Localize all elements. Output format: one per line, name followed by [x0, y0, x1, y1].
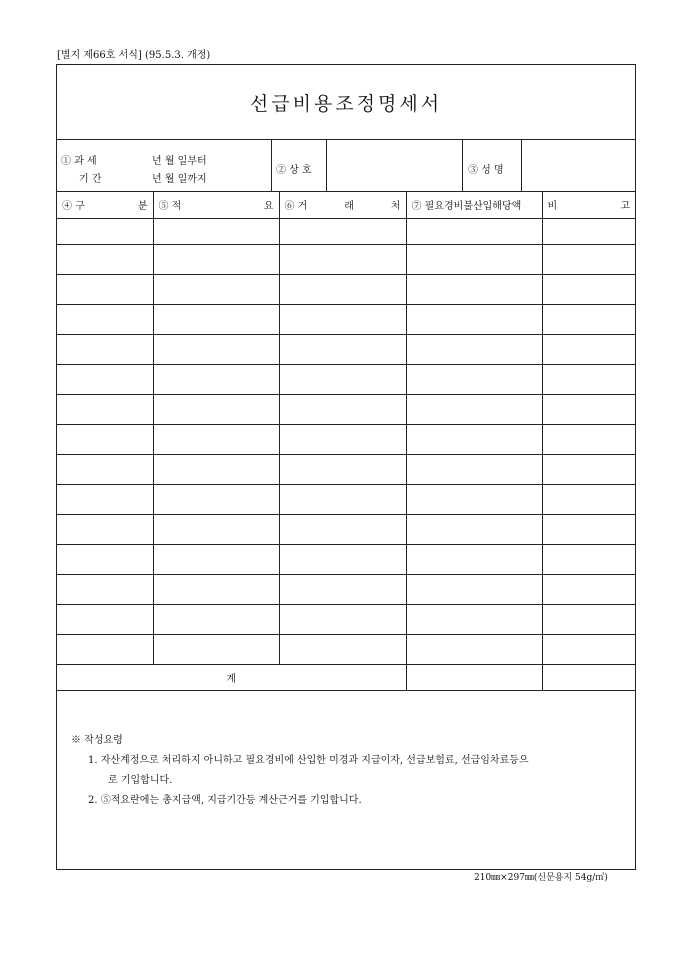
col-remarks: 비 고	[542, 192, 635, 218]
col-summary: ⑤ 적 요	[153, 192, 279, 218]
table-cell[interactable]	[57, 218, 153, 244]
table-cell[interactable]	[57, 334, 153, 364]
table-cell[interactable]	[57, 514, 153, 544]
table-cell[interactable]	[542, 544, 635, 574]
table-cell[interactable]	[542, 274, 635, 304]
table-row	[57, 574, 635, 604]
period-label-2: 기 간	[79, 174, 102, 185]
table-cell[interactable]	[153, 304, 279, 334]
table-cell[interactable]	[153, 634, 279, 664]
note-item-1: 1. 자산계정으로 처리하지 아니하고 필요경비에 산입한 미경과 지급이자, 선급보험료, 선급임차료등으	[88, 755, 529, 766]
table-cell[interactable]	[279, 394, 406, 424]
form-frame	[56, 64, 636, 870]
table-cell[interactable]	[542, 304, 635, 334]
table-cell[interactable]	[406, 514, 542, 544]
table-cell[interactable]	[542, 244, 635, 274]
period-label-1: ① 과 세	[61, 156, 97, 167]
table-cell[interactable]	[406, 364, 542, 394]
table-cell[interactable]	[279, 574, 406, 604]
table-cell[interactable]	[153, 218, 279, 244]
table-cell[interactable]	[406, 424, 542, 454]
table-cell[interactable]	[57, 304, 153, 334]
table-cell[interactable]	[279, 604, 406, 634]
table-row	[57, 304, 635, 334]
total-label: 계	[57, 664, 406, 690]
table-cell[interactable]	[542, 334, 635, 364]
table-cell[interactable]	[153, 574, 279, 604]
table-cell[interactable]	[279, 544, 406, 574]
table-cell[interactable]	[542, 604, 635, 634]
table-cell[interactable]	[542, 364, 635, 394]
table-cell[interactable]	[406, 574, 542, 604]
table-cell[interactable]	[279, 634, 406, 664]
table-row	[57, 484, 635, 514]
table-cell[interactable]	[57, 424, 153, 454]
table-row	[57, 544, 635, 574]
table-cell[interactable]	[57, 544, 153, 574]
table-cell[interactable]	[153, 274, 279, 304]
table-row	[57, 454, 635, 484]
table-cell[interactable]	[279, 364, 406, 394]
table-cell[interactable]	[279, 244, 406, 274]
table-cell[interactable]	[57, 634, 153, 664]
table-row	[57, 424, 635, 454]
table-cell[interactable]	[406, 634, 542, 664]
table-cell[interactable]	[406, 218, 542, 244]
note-item-1-cont: 로 기입합니다.	[108, 775, 173, 786]
table-row	[57, 394, 635, 424]
table-row	[57, 634, 635, 664]
table-cell[interactable]	[153, 604, 279, 634]
table-cell[interactable]	[542, 424, 635, 454]
table-cell[interactable]	[542, 394, 635, 424]
name-label: ③ 성 명	[468, 165, 504, 176]
table-cell[interactable]	[153, 244, 279, 274]
table-cell[interactable]	[406, 334, 542, 364]
table-cell[interactable]	[57, 364, 153, 394]
table-cell[interactable]	[406, 304, 542, 334]
col-amount: ⑦ 필요경비불산입해당액	[406, 192, 542, 218]
table-cell[interactable]	[542, 218, 635, 244]
total-row	[57, 664, 635, 690]
paper-spec: 210㎜×297㎜(신문용지 54g/㎡)	[474, 873, 608, 883]
table-cell[interactable]	[279, 454, 406, 484]
form-caption: [별지 제66호 서식] (95.5.3. 개정)	[57, 50, 211, 61]
table-cell[interactable]	[279, 218, 406, 244]
period-from[interactable]: 년 월 일부터	[152, 156, 207, 167]
table-row	[57, 244, 635, 274]
table-cell[interactable]	[406, 274, 542, 304]
table-cell[interactable]	[153, 514, 279, 544]
table-cell[interactable]	[153, 334, 279, 364]
table-cell[interactable]	[279, 304, 406, 334]
col-vendor: ⑥ 거 래 처	[279, 192, 406, 218]
table-cell[interactable]	[406, 244, 542, 274]
table-cell[interactable]	[153, 424, 279, 454]
table-cell[interactable]	[153, 364, 279, 394]
table-cell[interactable]	[279, 484, 406, 514]
table-row	[57, 218, 635, 244]
table-cell[interactable]	[153, 484, 279, 514]
total-remarks-cell[interactable]	[542, 664, 635, 690]
table-cell[interactable]	[406, 604, 542, 634]
header-row	[57, 140, 635, 192]
instructions	[71, 731, 529, 811]
table-cell[interactable]	[279, 424, 406, 454]
table-cell[interactable]	[542, 574, 635, 604]
table-cell[interactable]	[406, 544, 542, 574]
table-cell[interactable]	[57, 484, 153, 514]
table-row	[57, 514, 635, 544]
table-cell[interactable]	[406, 454, 542, 484]
column-header-row	[57, 192, 635, 218]
note-item-2: 2. ⑤적요란에는 총지급액, 지급기간등 계산근거를 기입합니다.	[88, 795, 362, 806]
table-row	[57, 364, 635, 394]
total-amount-cell[interactable]	[406, 664, 542, 690]
table-cell[interactable]	[57, 394, 153, 424]
table-cell[interactable]	[57, 604, 153, 634]
table-cell[interactable]	[279, 514, 406, 544]
table-row	[57, 334, 635, 364]
table-cell[interactable]	[542, 454, 635, 484]
table-cell[interactable]	[279, 274, 406, 304]
table-cell[interactable]	[57, 274, 153, 304]
table-cell[interactable]	[279, 334, 406, 364]
cost-table	[57, 192, 635, 691]
form-title: 선급비용조정명세서	[57, 65, 635, 140]
table-cell[interactable]	[153, 454, 279, 484]
company-label: ② 상 호	[276, 165, 312, 176]
notes-heading: ※ 작성요령	[71, 735, 123, 746]
table-cell[interactable]	[542, 634, 635, 664]
table-cell[interactable]	[57, 244, 153, 274]
table-cell[interactable]	[542, 484, 635, 514]
table-cell[interactable]	[153, 394, 279, 424]
table-row	[57, 604, 635, 634]
table-cell[interactable]	[406, 394, 542, 424]
table-cell[interactable]	[57, 574, 153, 604]
period-to[interactable]: 년 월 일까지	[152, 174, 207, 185]
table-cell[interactable]	[542, 514, 635, 544]
col-category: ④ 구 분	[57, 192, 153, 218]
table-cell[interactable]	[57, 454, 153, 484]
table-cell[interactable]	[406, 484, 542, 514]
table-cell[interactable]	[153, 544, 279, 574]
table-row	[57, 274, 635, 304]
